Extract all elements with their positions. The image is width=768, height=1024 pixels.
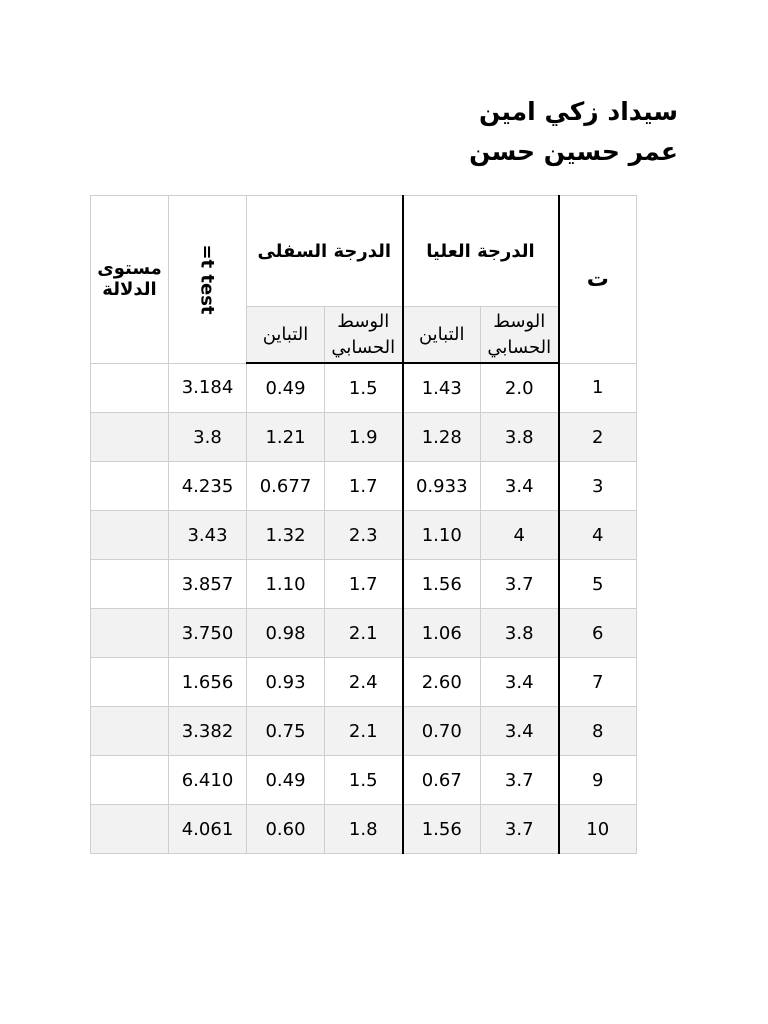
header-t-test	[169, 196, 247, 364]
cell-significance	[91, 805, 169, 854]
header-significance: مستوى الدلالة	[91, 196, 169, 364]
cell-lower-mean: 2.4	[325, 658, 403, 707]
cell-lower-mean: 1.7	[325, 560, 403, 609]
cell-significance	[91, 511, 169, 560]
cell-index: 6	[559, 609, 637, 658]
header-upper-variance: التباين	[403, 307, 481, 364]
header-upper-mean: الوسط الحسابي	[481, 307, 559, 364]
cell-upper-variance: 0.933	[403, 462, 481, 511]
cell-t-value: 3.43	[169, 511, 247, 560]
header-lower-group: الدرجة السفلى	[247, 196, 403, 307]
cell-lower-variance: 0.93	[247, 658, 325, 707]
cell-lower-mean: 1.9	[325, 413, 403, 462]
cell-t-value: 3.184	[169, 363, 247, 413]
cell-significance	[91, 413, 169, 462]
cell-upper-mean: 3.4	[481, 462, 559, 511]
cell-upper-mean: 3.8	[481, 609, 559, 658]
cell-significance	[91, 658, 169, 707]
cell-lower-mean: 1.7	[325, 462, 403, 511]
cell-lower-variance: 0.60	[247, 805, 325, 854]
cell-upper-variance: 1.28	[403, 413, 481, 462]
cell-t-value: 6.410	[169, 756, 247, 805]
cell-lower-variance: 0.49	[247, 756, 325, 805]
table-row	[91, 363, 637, 413]
header-t-test-label: t test=	[196, 244, 218, 315]
cell-index: 9	[559, 756, 637, 805]
cell-upper-mean: 3.7	[481, 756, 559, 805]
cell-lower-variance: 1.32	[247, 511, 325, 560]
cell-upper-variance: 1.10	[403, 511, 481, 560]
table-row	[91, 805, 637, 854]
table-row	[91, 756, 637, 805]
header-index: ت	[559, 196, 637, 364]
cell-upper-variance: 0.67	[403, 756, 481, 805]
cell-upper-mean: 4	[481, 511, 559, 560]
table-row	[91, 609, 637, 658]
cell-index: 8	[559, 707, 637, 756]
table-body	[91, 363, 637, 854]
header-upper-group: الدرجة العليا	[403, 196, 559, 307]
results-table	[90, 195, 637, 854]
cell-significance	[91, 707, 169, 756]
cell-upper-mean: 3.7	[481, 560, 559, 609]
cell-t-value: 3.8	[169, 413, 247, 462]
authors-block	[469, 92, 678, 172]
table-row	[91, 511, 637, 560]
cell-lower-mean: 1.5	[325, 756, 403, 805]
cell-upper-variance: 2.60	[403, 658, 481, 707]
cell-significance	[91, 756, 169, 805]
cell-index: 5	[559, 560, 637, 609]
cell-lower-mean: 1.5	[325, 363, 403, 413]
cell-index: 10	[559, 805, 637, 854]
cell-t-value: 4.235	[169, 462, 247, 511]
cell-upper-mean: 2.0	[481, 363, 559, 413]
cell-index: 4	[559, 511, 637, 560]
table-row	[91, 413, 637, 462]
cell-lower-variance: 1.21	[247, 413, 325, 462]
header-lower-variance: التباين	[247, 307, 325, 364]
cell-upper-mean: 3.7	[481, 805, 559, 854]
cell-lower-mean: 2.3	[325, 511, 403, 560]
cell-lower-variance: 0.98	[247, 609, 325, 658]
cell-upper-variance: 1.06	[403, 609, 481, 658]
author-name: عمر حسين حسن	[469, 137, 678, 166]
cell-significance	[91, 462, 169, 511]
cell-upper-variance: 1.56	[403, 805, 481, 854]
cell-significance	[91, 363, 169, 413]
cell-upper-variance: 1.43	[403, 363, 481, 413]
cell-upper-variance: 0.70	[403, 707, 481, 756]
cell-significance	[91, 560, 169, 609]
cell-index: 3	[559, 462, 637, 511]
cell-index: 1	[559, 363, 637, 413]
cell-upper-mean: 3.8	[481, 413, 559, 462]
cell-lower-mean: 1.8	[325, 805, 403, 854]
cell-upper-variance: 1.56	[403, 560, 481, 609]
cell-index: 7	[559, 658, 637, 707]
header-lower-mean: الوسط الحسابي	[325, 307, 403, 364]
table-row	[91, 707, 637, 756]
cell-lower-variance: 0.677	[247, 462, 325, 511]
cell-t-value: 3.382	[169, 707, 247, 756]
table-row	[91, 462, 637, 511]
cell-t-value: 1.656	[169, 658, 247, 707]
cell-t-value: 3.750	[169, 609, 247, 658]
author-name: سيداد زكي امين	[478, 97, 678, 126]
cell-upper-mean: 3.4	[481, 658, 559, 707]
cell-lower-variance: 0.49	[247, 363, 325, 413]
cell-lower-mean: 2.1	[325, 707, 403, 756]
cell-index: 2	[559, 413, 637, 462]
table-row	[91, 658, 637, 707]
table-row	[91, 560, 637, 609]
cell-lower-variance: 1.10	[247, 560, 325, 609]
cell-t-value: 3.857	[169, 560, 247, 609]
cell-upper-mean: 3.4	[481, 707, 559, 756]
cell-significance	[91, 609, 169, 658]
cell-lower-mean: 2.1	[325, 609, 403, 658]
cell-t-value: 4.061	[169, 805, 247, 854]
cell-lower-variance: 0.75	[247, 707, 325, 756]
